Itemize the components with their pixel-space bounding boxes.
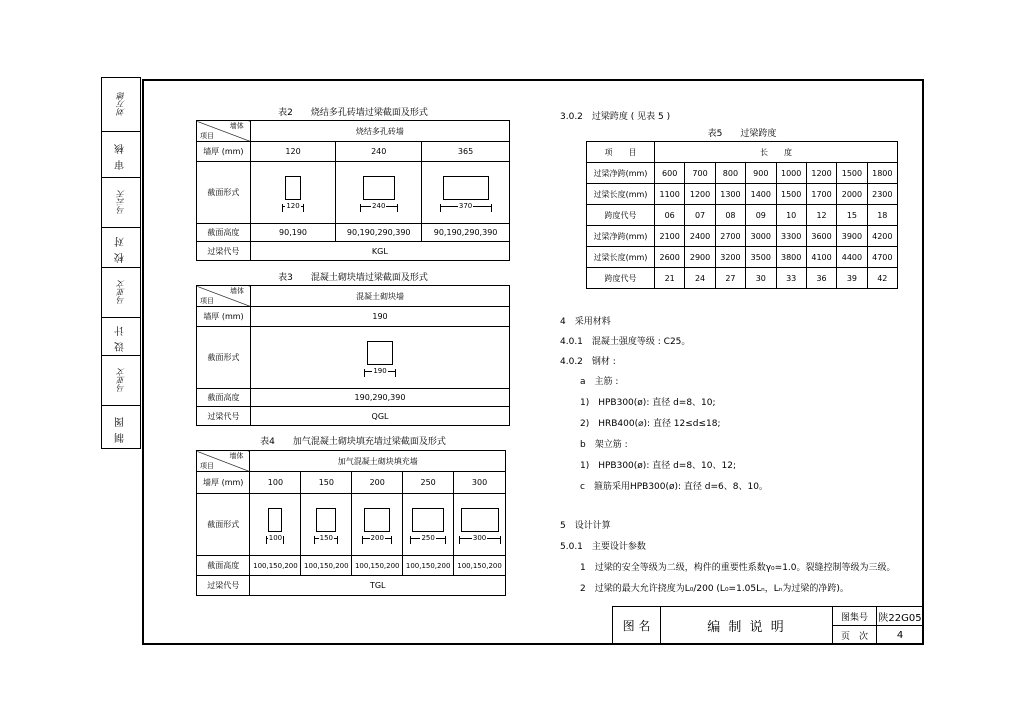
set-value: 陕22G05 xyxy=(877,607,924,626)
table4-cell: 100,150,200 xyxy=(454,556,506,576)
table5-cell: 09 xyxy=(746,205,776,226)
dimension-line xyxy=(459,534,501,542)
signature-cell xyxy=(102,78,140,132)
role-cell xyxy=(102,318,140,356)
table5-cell: 2400 xyxy=(685,226,715,247)
table5-cell: 1100 xyxy=(655,184,685,205)
table2 xyxy=(196,120,510,261)
text-line: 2) HRB400(⌀): 直径 12≤d≤18; xyxy=(580,419,721,429)
corner-bottom-label: 项目 xyxy=(200,132,214,140)
table5-cell: 2900 xyxy=(685,247,715,268)
table5-cell: 24 xyxy=(685,268,715,289)
dimension-line xyxy=(266,534,284,542)
table4-cell: 100 xyxy=(250,472,301,494)
table2-code: KGL xyxy=(250,242,509,261)
table2-wall-type: 烧结多孔砖墙 xyxy=(250,121,509,142)
text-line: a 主筋 : xyxy=(580,377,619,387)
text-line: c 箍筋采用HPB300(ø): 直径 d=6、8、10。 xyxy=(580,482,768,492)
table4-section-cell xyxy=(454,494,506,556)
table5-cell: 1200 xyxy=(685,184,715,205)
table4-section-label: 截面形式 xyxy=(197,494,250,556)
table4-wall-type: 加气混凝土砌块填充墙 xyxy=(250,451,506,472)
table5-cell: 1000 xyxy=(776,163,806,184)
table2-cell: 90,190,290,390 xyxy=(422,224,510,242)
table5-cell: 33 xyxy=(776,268,806,289)
role-label-review: 审核 xyxy=(115,138,127,171)
table5-cell: 36 xyxy=(806,268,836,289)
dimension-line xyxy=(362,534,392,542)
table3-cell: 190,290,390 xyxy=(251,389,510,407)
role-label-draw: 制图 xyxy=(115,411,127,443)
table2-cell: 90,190,290,390 xyxy=(336,224,422,242)
table3-height-label: 截面高度 xyxy=(197,389,251,407)
table3-cell: 190 xyxy=(251,307,510,327)
table4-section-cell xyxy=(403,494,454,556)
table2-code-label: 过梁代号 xyxy=(197,242,251,261)
table4-height-label: 截面高度 xyxy=(197,556,250,576)
table5-cell: 1300 xyxy=(715,184,745,205)
role-cell xyxy=(102,406,140,448)
table5-row-label: 过梁净跨(mm) xyxy=(587,226,655,247)
section-rect xyxy=(363,176,395,200)
section-302-heading: 3.0.2 过梁跨度 ( 见表 5 ) xyxy=(560,112,671,122)
table4-thickness-label: 墙厚 (mm) xyxy=(197,472,250,494)
table5-cell: 06 xyxy=(655,205,685,226)
dimension-line xyxy=(410,534,446,542)
dimension-value: 370 xyxy=(458,201,473,210)
page-value: 4 xyxy=(877,626,924,645)
table5-cell: 15 xyxy=(837,205,867,226)
table5 xyxy=(586,141,898,289)
table2-section-cell xyxy=(336,162,422,224)
text-line: 1 过梁的安全等级为二级，构件的重要性系数γ₀=1.0。裂缝控制等级为三级。 xyxy=(580,563,896,573)
table3-section-cell xyxy=(251,327,510,389)
table2-cell: 240 xyxy=(336,142,422,162)
corner-top-label: 墙体 xyxy=(230,287,244,295)
table5-cell: 3800 xyxy=(776,247,806,268)
section-rect xyxy=(364,508,390,532)
table5-cell: 1500 xyxy=(776,184,806,205)
table4-cell: 150 xyxy=(301,472,352,494)
table5-caption: 表5 过梁跨度 xyxy=(707,129,777,139)
table4-section-cell xyxy=(250,494,301,556)
dimension-line xyxy=(282,202,304,210)
corner-top-label: 墙体 xyxy=(229,452,244,460)
corner-top-label: 墙体 xyxy=(229,122,244,130)
table3-code: QGL xyxy=(251,407,510,426)
table5-cell: 1700 xyxy=(806,184,836,205)
table5-cell: 4100 xyxy=(806,247,836,268)
dimension-line xyxy=(440,202,492,210)
table5-cell: 2000 xyxy=(837,184,867,205)
table5-cell: 08 xyxy=(715,205,745,226)
drawing-title: 编 制 说 明 xyxy=(661,607,833,645)
set-label: 图集号 xyxy=(833,607,877,626)
text-line: 2 过梁的最大允许挠度为L₀/200 (L₀=1.05Lₙ，Lₙ为过梁的净跨)。 xyxy=(580,584,849,594)
section-rect xyxy=(443,176,489,200)
table4-section-cell xyxy=(301,494,352,556)
table2-height-label: 截面高度 xyxy=(197,224,251,242)
table2-cell: 365 xyxy=(422,142,510,162)
table5-cell: 4700 xyxy=(867,247,897,268)
signature-review: 刘万德 xyxy=(116,92,126,117)
table5-cell: 1800 xyxy=(867,163,897,184)
role-label-design: 设计 xyxy=(115,320,127,353)
table5-cell: 1400 xyxy=(746,184,776,205)
table5-cell: 3200 xyxy=(715,247,745,268)
table2-section-label: 截面形式 xyxy=(197,162,251,224)
table2-section-cell xyxy=(250,162,336,224)
section-rect xyxy=(461,508,499,532)
table2-thickness-label: 墙厚 (mm) xyxy=(197,142,251,162)
table5-cell: 3000 xyxy=(746,226,776,247)
table5-cell: 2300 xyxy=(867,184,897,205)
table5-cell: 10 xyxy=(776,205,806,226)
table3-wall-type: 混凝土砌块墙 xyxy=(251,286,510,307)
table3 xyxy=(196,285,510,426)
title-block-table xyxy=(612,606,924,645)
page-label: 页 次 xyxy=(833,626,877,645)
table4-cell: 100,150,200 xyxy=(403,556,454,576)
dimension-value: 100 xyxy=(268,533,283,542)
dimension-value: 120 xyxy=(286,201,300,210)
table2-section-cell xyxy=(422,162,510,224)
table5-cell: 3900 xyxy=(837,226,867,247)
section-rect xyxy=(285,176,301,200)
section-rect xyxy=(316,508,336,532)
table5-row-label: 过梁长度(mm) xyxy=(587,247,655,268)
table4-corner xyxy=(197,451,250,472)
table2-cell: 90,190 xyxy=(250,224,336,242)
table3-section-label: 截面形式 xyxy=(197,327,251,389)
title-block xyxy=(612,606,924,645)
table4-cell: 100,150,200 xyxy=(250,556,301,576)
corner-bottom-label: 项目 xyxy=(200,462,214,470)
signature-cell xyxy=(102,268,140,318)
role-cell xyxy=(102,228,140,268)
table5-cell: 27 xyxy=(715,268,745,289)
table3-caption: 表3 混凝土砌块墙过梁截面及形式 xyxy=(278,273,428,283)
table5-cell: 2600 xyxy=(655,247,685,268)
text-line: 1) HPB300(ø): 直径 d=8、10、12; xyxy=(580,461,736,471)
table5-cell: 3300 xyxy=(776,226,806,247)
dimension-line xyxy=(314,534,338,542)
table5-cell: 12 xyxy=(806,205,836,226)
table5-cell: 600 xyxy=(655,163,685,184)
table4-caption: 表4 加气混凝土砌块填充墙过梁截面及形式 xyxy=(260,437,446,447)
table2-caption: 表2 烧结多孔砖墙过梁截面及形式 xyxy=(278,108,428,118)
table5-cell: 07 xyxy=(685,205,715,226)
text-line: 1) HPB300(ø): 直径 d=8、10; xyxy=(580,398,716,408)
dimension-line xyxy=(360,202,398,210)
table5-cell: 2700 xyxy=(715,226,745,247)
signature-design: 马亚文 xyxy=(116,280,126,305)
dimension-value: 250 xyxy=(421,533,435,542)
table4-cell: 300 xyxy=(454,472,506,494)
text-line: b 架立筋 : xyxy=(580,440,628,450)
table5-cell: 18 xyxy=(867,205,897,226)
table4-cell: 100,150,200 xyxy=(352,556,403,576)
table5-cell: 800 xyxy=(715,163,745,184)
signature-strip xyxy=(101,77,141,449)
role-cell xyxy=(102,132,140,178)
table5-cell: 2100 xyxy=(655,226,685,247)
table5-col-length: 长 度 xyxy=(655,142,898,163)
table4-code: TGL xyxy=(250,576,506,596)
table3-thickness-label: 墙厚 (mm) xyxy=(197,307,251,327)
table5-cell: 3600 xyxy=(806,226,836,247)
section-rect xyxy=(268,508,282,532)
dimension-value: 300 xyxy=(472,533,487,542)
table5-row-label: 跨度代号 xyxy=(587,205,655,226)
signature-cell xyxy=(102,178,140,228)
table4-code-label: 过梁代号 xyxy=(197,576,250,596)
role-label-check: 校对 xyxy=(115,231,127,264)
table5-cell: 30 xyxy=(746,268,776,289)
table4-section-cell xyxy=(352,494,403,556)
table2-cell: 120 xyxy=(250,142,336,162)
table5-cell: 42 xyxy=(867,268,897,289)
table5-col-item: 项 目 xyxy=(587,142,655,163)
table5-row-label: 过梁净跨(mm) xyxy=(587,163,655,184)
table5-cell: 700 xyxy=(685,163,715,184)
section-5-heading: 5 设计计算 xyxy=(560,521,611,531)
table5-cell: 1200 xyxy=(806,163,836,184)
table3-corner xyxy=(197,286,251,307)
table5-cell: 900 xyxy=(746,163,776,184)
section-4-heading: 4 采用材料 xyxy=(560,317,611,327)
dimension-value: 200 xyxy=(370,533,384,542)
text-line: 4.0.1 混凝土强度等级 : C25。 xyxy=(560,337,691,347)
table5-cell: 39 xyxy=(837,268,867,289)
table5-row-label: 过梁长度(mm) xyxy=(587,184,655,205)
signature-check: 马云天 xyxy=(116,190,126,215)
table5-cell: 1500 xyxy=(837,163,867,184)
dimension-value: 190 xyxy=(373,366,387,375)
table3-code-label: 过梁代号 xyxy=(197,407,251,426)
signature-cell xyxy=(102,356,140,406)
table5-cell: 4400 xyxy=(837,247,867,268)
table4 xyxy=(196,450,506,596)
table5-cell: 4200 xyxy=(867,226,897,247)
text-line: 5.0.1 主要设计参数 xyxy=(560,542,646,552)
dimension-value: 240 xyxy=(372,201,386,210)
section-rect xyxy=(367,341,393,365)
table4-cell: 100,150,200 xyxy=(301,556,352,576)
text-line: 4.0.2 钢材 : xyxy=(560,357,616,367)
table5-row-label: 跨度代号 xyxy=(587,268,655,289)
table5-cell: 21 xyxy=(655,268,685,289)
title-label: 图 名 xyxy=(613,607,661,645)
table5-cell: 3500 xyxy=(746,247,776,268)
dimension-line xyxy=(364,367,396,375)
table2-corner xyxy=(197,121,251,142)
table4-cell: 200 xyxy=(352,472,403,494)
signature-draw: 马亚文 xyxy=(116,368,126,393)
corner-bottom-label: 项目 xyxy=(200,297,214,305)
dimension-value: 150 xyxy=(319,533,334,542)
section-rect xyxy=(412,508,444,532)
table4-cell: 250 xyxy=(403,472,454,494)
